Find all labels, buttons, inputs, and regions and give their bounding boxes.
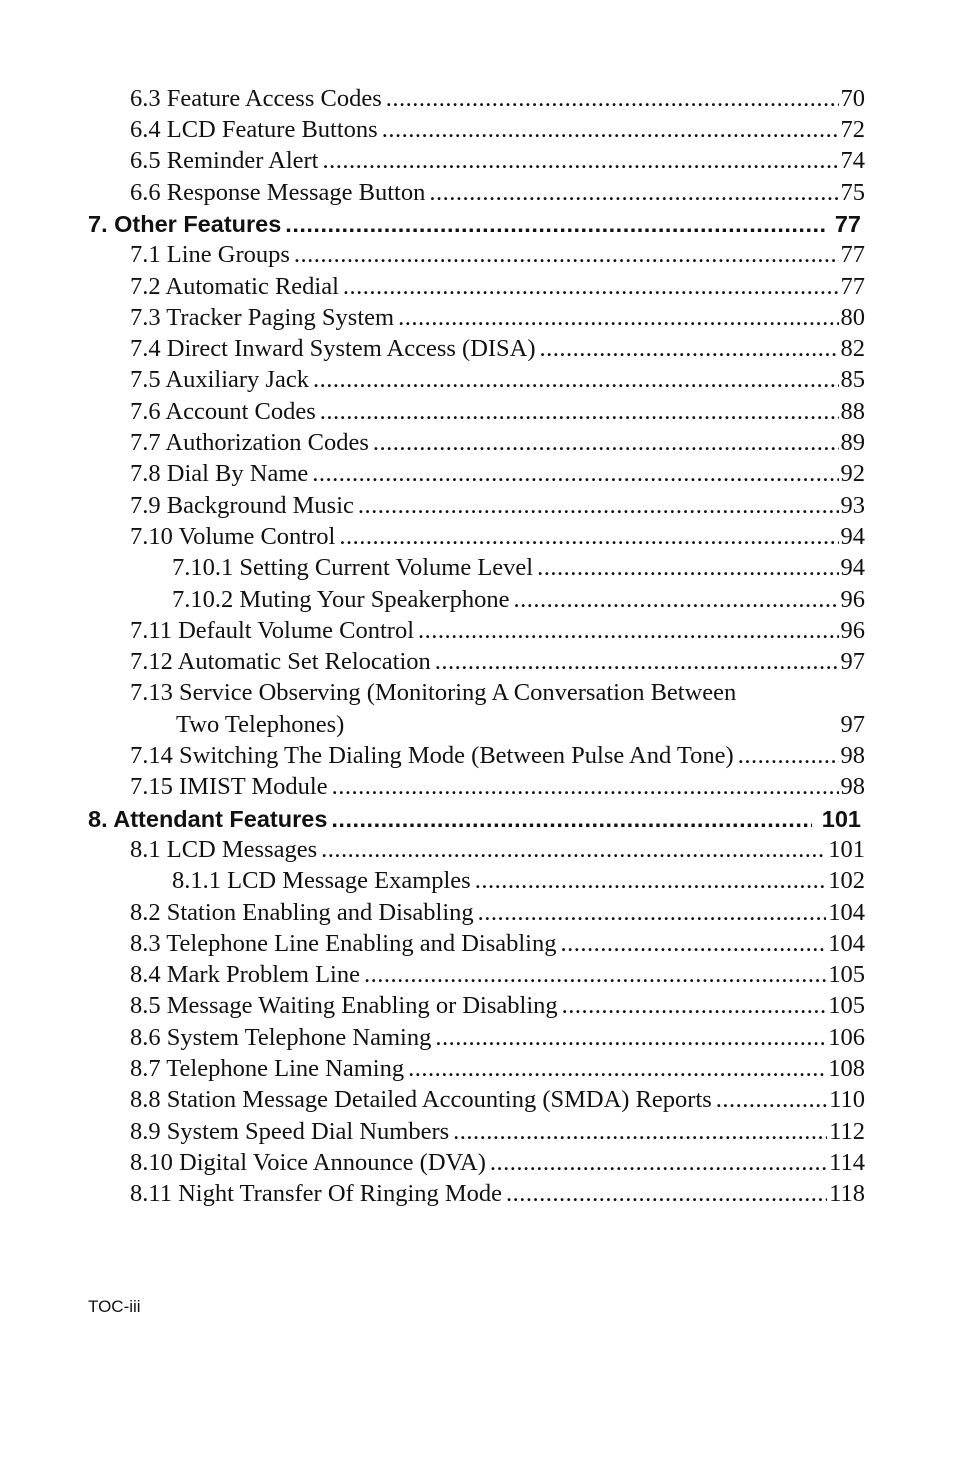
toc-leader-dots <box>429 181 838 206</box>
toc-entry-page: 77 <box>840 241 865 269</box>
toc-entry-page: 98 <box>840 742 865 770</box>
toc-entry-page: 96 <box>840 585 865 613</box>
toc-leader-dots <box>285 213 825 237</box>
toc-leader-dots <box>716 1088 827 1113</box>
toc-leader-dots <box>331 808 811 832</box>
toc-entry-title: 8.3 Telephone Line Enabling and Disabling <box>130 929 557 957</box>
toc-entry-title: 7.7 Authorization Codes <box>130 429 369 457</box>
toc-entry-page: 104 <box>828 929 865 957</box>
toc-leader-dots <box>453 1120 827 1145</box>
toc-entry[interactable] <box>0 299 865 330</box>
toc-leader-dots <box>313 368 839 393</box>
toc-entry-page: 72 <box>840 116 865 144</box>
toc-leader-dots <box>322 149 838 174</box>
toc-entry[interactable] <box>0 330 865 361</box>
toc-chapter-page: 101 <box>821 805 861 832</box>
toc-entry-title: 8.4 Mark Problem Line <box>130 961 360 989</box>
toc-entry[interactable] <box>0 393 865 424</box>
toc-chapter-title: 7. Other Features <box>88 210 282 237</box>
toc-entry-page: 74 <box>840 147 865 175</box>
toc-leader-dots <box>562 994 827 1019</box>
toc-entry-title: 8.10 Digital Voice Announce (DVA) <box>130 1148 486 1176</box>
toc-entry-title: 7.4 Direct Inward System Access (DISA) <box>130 335 536 363</box>
toc-entry-title: 6.5 Reminder Alert <box>130 147 319 175</box>
toc-entry-page: 70 <box>840 84 865 112</box>
toc-entry-title: 8.7 Telephone Line Naming <box>130 1055 405 1082</box>
toc-entry[interactable] <box>0 737 865 768</box>
toc-leader-dots <box>738 744 839 769</box>
toc-entry-title: 8.11 Night Transfer Of Ringing Mode <box>130 1180 503 1208</box>
toc-entry[interactable] <box>0 612 865 643</box>
toc-leader-dots <box>382 118 839 143</box>
toc-entry-title: 7.9 Background Music <box>130 491 354 519</box>
toc-entry-page: 75 <box>840 178 865 206</box>
toc-entry-page: 105 <box>828 961 865 989</box>
toc-chapter-entry[interactable] <box>0 800 863 831</box>
toc-entry[interactable] <box>0 143 865 174</box>
toc-entry-page: 101 <box>828 835 865 863</box>
toc-entry-page: 89 <box>840 429 865 457</box>
toc-entry-page: 114 <box>829 1148 865 1176</box>
toc-entry[interactable] <box>0 643 865 674</box>
toc-entry-page: 97 <box>840 648 865 676</box>
toc-entry-title: 7.10 Volume Control <box>130 522 336 550</box>
toc-leader-dots <box>561 932 827 957</box>
toc-leader-dots <box>490 1151 827 1176</box>
toc-leader-dots <box>332 775 839 800</box>
toc-leader-dots <box>398 306 838 331</box>
toc-leader-dots <box>540 337 839 362</box>
toc-entry-page: 110 <box>829 1086 865 1114</box>
toc-entry-page: 118 <box>829 1180 865 1208</box>
toc-entry-page: 98 <box>840 773 865 801</box>
toc-entry-page: 77 <box>840 272 865 300</box>
toc-leader-dots <box>364 963 826 988</box>
toc-entry-title: 7.11 Default Volume Control <box>130 616 414 644</box>
toc-entry-page: 102 <box>828 867 865 895</box>
toc-entry[interactable] <box>0 518 865 549</box>
toc-leader-dots <box>373 431 839 456</box>
toc-leader-dots <box>294 243 839 268</box>
toc-leader-dots <box>435 1026 826 1051</box>
toc-entry-title: 6.3 Feature Access Codes <box>130 84 382 112</box>
toc-entry-page: 104 <box>828 898 865 926</box>
toc-subentry[interactable] <box>0 862 865 893</box>
toc-entry-continuation[interactable] <box>0 706 865 737</box>
toc-entry[interactable] <box>0 1175 865 1206</box>
toc-entry[interactable] <box>0 1144 865 1175</box>
toc-leader-dots <box>321 838 826 863</box>
toc-entry-title: 8.8 Station Message Detailed Accounting (SMDA) Reports <box>130 1086 712 1114</box>
toc-entry-title: 8.5 Message Waiting Enabling or Disabling <box>130 992 558 1020</box>
toc-entry[interactable] <box>0 80 865 111</box>
toc-entry-title: 7.13 Service Observing (Monitoring A Conversation Between <box>130 679 737 707</box>
toc-entry-page: 108 <box>828 1055 865 1082</box>
toc-subentry[interactable] <box>0 549 865 580</box>
toc-entry-page: 82 <box>840 335 865 363</box>
toc-entry-page: 85 <box>840 366 865 394</box>
toc-leader-dots <box>435 650 839 675</box>
toc-leader-dots <box>478 901 827 926</box>
toc-entry-title: 8.1 LCD Messages <box>130 835 318 863</box>
toc-entry-title: 7.5 Auxiliary Jack <box>130 366 309 394</box>
toc-entry-title: 6.4 LCD Feature Buttons <box>130 116 378 144</box>
toc-entry-title: 7.8 Dial By Name <box>130 460 309 488</box>
toc-entry[interactable] <box>0 956 865 987</box>
toc-entry-title: 7.6 Account Codes <box>130 397 316 425</box>
toc-entry[interactable] <box>0 1113 865 1144</box>
toc-entry[interactable] <box>0 1082 865 1113</box>
toc-entry-page: 80 <box>840 303 865 331</box>
toc-entry-title: 8.1.1 LCD Message Examples <box>172 867 471 895</box>
toc-entry[interactable] <box>0 675 865 706</box>
toc-entry-page: 97 <box>840 710 865 738</box>
toc-entry-page: 93 <box>840 491 865 519</box>
toc-leader-dots <box>312 462 838 487</box>
toc-entry-title: 7.1 Line Groups <box>130 241 290 269</box>
toc-entry-page: 112 <box>829 1117 865 1145</box>
toc-entry-page: 96 <box>840 616 865 644</box>
toc-leader-dots <box>343 275 839 300</box>
toc-entry-title: 8.6 System Telephone Naming <box>130 1023 432 1051</box>
toc-entry-page: 92 <box>840 460 865 488</box>
toc-entry[interactable] <box>0 1019 865 1050</box>
toc-leader-dots <box>514 588 839 613</box>
toc-entry-title: 7.15 IMIST Module <box>130 773 328 801</box>
toc-chapter-entry[interactable] <box>0 205 863 236</box>
toc-leader-dots <box>475 869 827 894</box>
toc-entry-page: 94 <box>840 522 865 550</box>
toc-entry[interactable] <box>0 268 865 299</box>
toc-entry[interactable] <box>0 487 865 518</box>
toc-entry[interactable] <box>0 236 865 267</box>
toc-entry-page: 94 <box>840 554 865 582</box>
toc-entry-page: 106 <box>828 1023 865 1051</box>
toc-entry[interactable] <box>0 769 865 800</box>
toc-chapter-title: 8. Attendant Features <box>88 805 328 832</box>
toc-entry-title: 7.3 Tracker Paging System <box>130 303 395 331</box>
toc-leader-dots <box>386 87 839 112</box>
toc-entry-title: 8.2 Station Enabling and Disabling <box>130 898 474 926</box>
toc-leader-dots <box>358 494 839 519</box>
toc-entry-title: 7.10.2 Muting Your Speakerphone <box>172 585 510 613</box>
table-of-contents <box>0 80 954 1207</box>
toc-subentry[interactable] <box>0 581 865 612</box>
toc-leader-dots <box>506 1182 827 1207</box>
page-footer-label: TOC-iii <box>88 1297 141 1316</box>
toc-entry[interactable] <box>0 111 865 142</box>
toc-leader-dots <box>537 556 838 581</box>
toc-entry-page: 88 <box>840 397 865 425</box>
toc-entry[interactable] <box>0 925 865 956</box>
toc-entry-title-continued: Two Telephones) <box>176 710 345 738</box>
toc-entry[interactable] <box>0 362 865 393</box>
toc-entry-title: 7.2 Automatic Redial <box>130 272 339 300</box>
toc-entry-title: 7.10.1 Setting Current Volume Level <box>172 554 534 582</box>
toc-entry-title: 6.6 Response Message Button <box>130 178 426 206</box>
toc-chapter-page: 77 <box>834 210 861 237</box>
toc-leader-dots <box>320 400 839 425</box>
toc-entry-page: 105 <box>828 992 865 1020</box>
toc-entry[interactable] <box>0 424 865 455</box>
toc-entry[interactable] <box>0 894 865 925</box>
toc-entry-title: 8.9 System Speed Dial Numbers <box>130 1117 450 1145</box>
toc-entry-title: 7.14 Switching The Dialing Mode (Between Pulse And Tone) <box>130 742 734 770</box>
toc-entry[interactable] <box>0 456 865 487</box>
toc-leader-dots <box>418 619 839 644</box>
toc-entry[interactable] <box>0 831 865 862</box>
toc-leader-dots <box>408 1057 826 1082</box>
toc-entry[interactable] <box>0 174 865 205</box>
toc-leader-dots <box>339 525 838 550</box>
toc-entry[interactable] <box>0 988 865 1019</box>
toc-entry[interactable] <box>0 1050 865 1081</box>
toc-entry-title: 7.12 Automatic Set Relocation <box>130 648 431 676</box>
